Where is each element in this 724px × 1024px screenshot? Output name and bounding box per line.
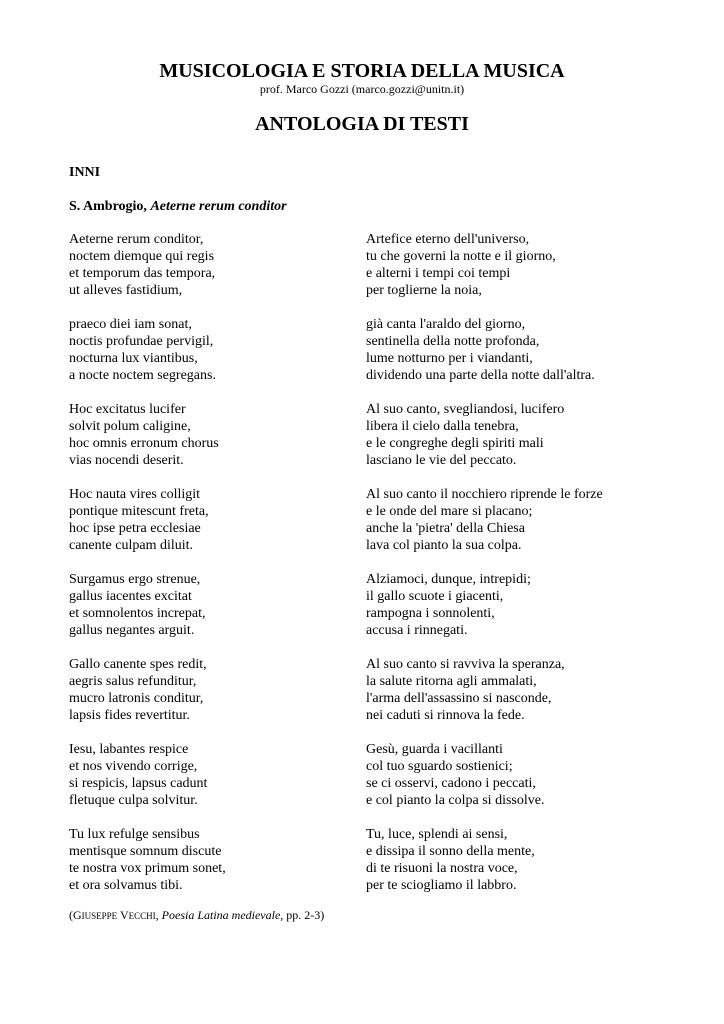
latin-verse-line: hoc ipse petra ecclesiae xyxy=(69,521,201,536)
italian-verse-line: tu che governi la notte e il giorno, xyxy=(366,249,556,264)
latin-verse-line: Hoc nauta vires colligit xyxy=(69,487,201,502)
citation-author-last-initial: V xyxy=(119,908,129,922)
latin-verse-line: et somnolentos increpat, xyxy=(69,606,206,621)
italian-verse-line: sentinella della notte profonda, xyxy=(366,334,540,349)
italian-verse-line: Alziamoci, dunque, intrepidi; xyxy=(366,572,531,587)
italian-verse-line: dividendo una parte della notte dall'altra. xyxy=(366,368,595,383)
italian-verse-line: col tuo sguardo sostienici; xyxy=(366,759,513,774)
italian-verse-line: di te risuoni la nostra voce, xyxy=(366,861,518,876)
citation-separator: , xyxy=(155,908,162,922)
italian-translation-column xyxy=(366,231,716,911)
latin-verse-line: gallus negantes arguit. xyxy=(69,623,195,638)
italian-verse-line: Al suo canto, svegliandosi, lucifero xyxy=(366,402,565,417)
latin-stanza xyxy=(69,571,349,656)
latin-verse-line: et ora solvamus tibi. xyxy=(69,878,183,893)
italian-verse-line: Gesù, guarda i vacillanti xyxy=(366,742,503,757)
latin-text-column xyxy=(69,231,349,911)
italian-verse-line: rampogna i sonnolenti, xyxy=(366,606,495,621)
italian-verse-line: e le congreghe degli spiriti mali xyxy=(366,436,544,451)
latin-verse-line: si respicis, lapsus cadunt xyxy=(69,776,208,791)
latin-verse-line: et temporum das tempora, xyxy=(69,266,216,281)
italian-verse-line: la salute ritorna agli ammalati, xyxy=(366,674,537,689)
italian-stanza xyxy=(366,741,716,826)
latin-stanza xyxy=(69,656,349,741)
latin-verse-line: aegris salus refunditur, xyxy=(69,674,197,689)
section-heading: INNI xyxy=(69,165,101,180)
citation-author-first-initial: G xyxy=(73,908,82,922)
latin-verse-line: hoc omnis erronum chorus xyxy=(69,436,219,451)
latin-verse-line: fletuque culpa solvitur. xyxy=(69,793,198,808)
italian-verse-line: già canta l'araldo del giorno, xyxy=(366,317,526,332)
latin-verse-line: te nostra vox primum sonet, xyxy=(69,861,226,876)
latin-verse-line: gallus iacentes excitat xyxy=(69,589,192,604)
latin-verse-line: lapsis fides revertitur. xyxy=(69,708,190,723)
italian-verse-line: se ci osservi, cadono i peccati, xyxy=(366,776,536,791)
citation-author-first-rest: IUSEPPE xyxy=(81,911,118,921)
italian-verse-line: accusa i rinnegati. xyxy=(366,623,468,638)
hymn-author: S. Ambrogio, xyxy=(69,199,147,214)
latin-stanza xyxy=(69,401,349,486)
latin-verse-line: Surgamus ergo strenue, xyxy=(69,572,201,587)
italian-verse-line: anche la 'pietra' della Chiesa xyxy=(366,521,525,536)
anthology-title: ANTOLOGIA DI TESTI xyxy=(255,113,469,135)
italian-verse-line: l'arma dell'assassino si nasconde, xyxy=(366,691,552,706)
italian-verse-line: lume notturno per i viandanti, xyxy=(366,351,533,366)
italian-verse-line: per te sciogliamo il labbro. xyxy=(366,878,517,893)
italian-verse-line: Tu, luce, splendi ai sensi, xyxy=(366,827,508,842)
citation-work-title: Poesia Latina medievale xyxy=(161,908,281,922)
latin-verse-line: Iesu, labantes respice xyxy=(69,742,189,757)
latin-stanza xyxy=(69,486,349,571)
italian-verse-line: Al suo canto si ravviva la speranza, xyxy=(366,657,565,672)
italian-verse-line: il gallo scuote i giacenti, xyxy=(366,589,504,604)
source-citation xyxy=(69,908,324,923)
latin-verse-line: mentisque somnum discute xyxy=(69,844,222,859)
italian-verse-line: e col pianto la colpa si dissolve. xyxy=(366,793,545,808)
citation-pages: , pp. 2-3) xyxy=(280,908,325,922)
latin-verse-line: et nos vivendo corrige, xyxy=(69,759,198,774)
italian-verse-line: e le onde del mare si placano; xyxy=(366,504,533,519)
italian-verse-line: libera il cielo dalla tenebra, xyxy=(366,419,519,434)
italian-verse-line: lasciano le vie del peccato. xyxy=(366,453,517,468)
latin-verse-line: a nocte noctem segregans. xyxy=(69,368,216,383)
italian-verse-line: Artefice eterno dell'universo, xyxy=(366,232,530,247)
latin-verse-line: Aeterne rerum conditor, xyxy=(69,232,204,247)
latin-stanza xyxy=(69,231,349,316)
latin-verse-line: canente culpam diluit. xyxy=(69,538,194,553)
latin-verse-line: Gallo canente spes redit, xyxy=(69,657,207,672)
latin-verse-line: Hoc excitatus lucifer xyxy=(69,402,186,417)
course-title: MUSICOLOGIA E STORIA DELLA MUSICA xyxy=(159,60,565,82)
italian-verse-line: nei caduti si rinnova la fede. xyxy=(366,708,525,723)
latin-verse-line: mucro latronis conditur, xyxy=(69,691,204,706)
latin-verse-line: vias nocendi deserit. xyxy=(69,453,184,468)
hymn-heading xyxy=(69,198,287,216)
hymn-title: Aeterne rerum conditor xyxy=(150,199,287,214)
italian-verse-line: e dissipa il sonno della mente, xyxy=(366,844,535,859)
italian-stanza xyxy=(366,231,716,316)
latin-verse-line: pontique mitescunt freta, xyxy=(69,504,209,519)
latin-verse-line: noctem diemque qui regis xyxy=(69,249,215,264)
italian-verse-line: e alterni i tempi coi tempi xyxy=(366,266,511,281)
citation-open-paren: ( xyxy=(69,908,73,922)
italian-verse-line: lava col pianto la sua colpa. xyxy=(366,538,522,553)
italian-stanza xyxy=(366,401,716,486)
italian-verse-line: per toglierne la noia, xyxy=(366,283,482,298)
italian-stanza xyxy=(366,486,716,571)
italian-stanza xyxy=(366,571,716,656)
italian-stanza xyxy=(366,656,716,741)
latin-verse-line: ut alleves fastidium, xyxy=(69,283,183,298)
latin-stanza xyxy=(69,741,349,826)
latin-verse-line: praeco diei iam sonat, xyxy=(69,317,192,332)
latin-verse-line: nocturna lux viantibus, xyxy=(69,351,198,366)
latin-verse-line: noctis profundae pervigil, xyxy=(69,334,214,349)
latin-verse-line: solvit polum caligine, xyxy=(69,419,191,434)
citation-author-last-rest: ECCHI xyxy=(128,911,156,921)
professor-info: prof. Marco Gozzi (marco.gozzi@unitn.it) xyxy=(259,82,465,96)
latin-verse-line: Tu lux refulge sensibus xyxy=(69,827,200,842)
italian-stanza xyxy=(366,826,716,911)
italian-verse-line: Al suo canto il nocchiero riprende le forze xyxy=(366,487,603,502)
latin-stanza xyxy=(69,826,349,911)
latin-stanza xyxy=(69,316,349,401)
italian-stanza xyxy=(366,316,716,401)
